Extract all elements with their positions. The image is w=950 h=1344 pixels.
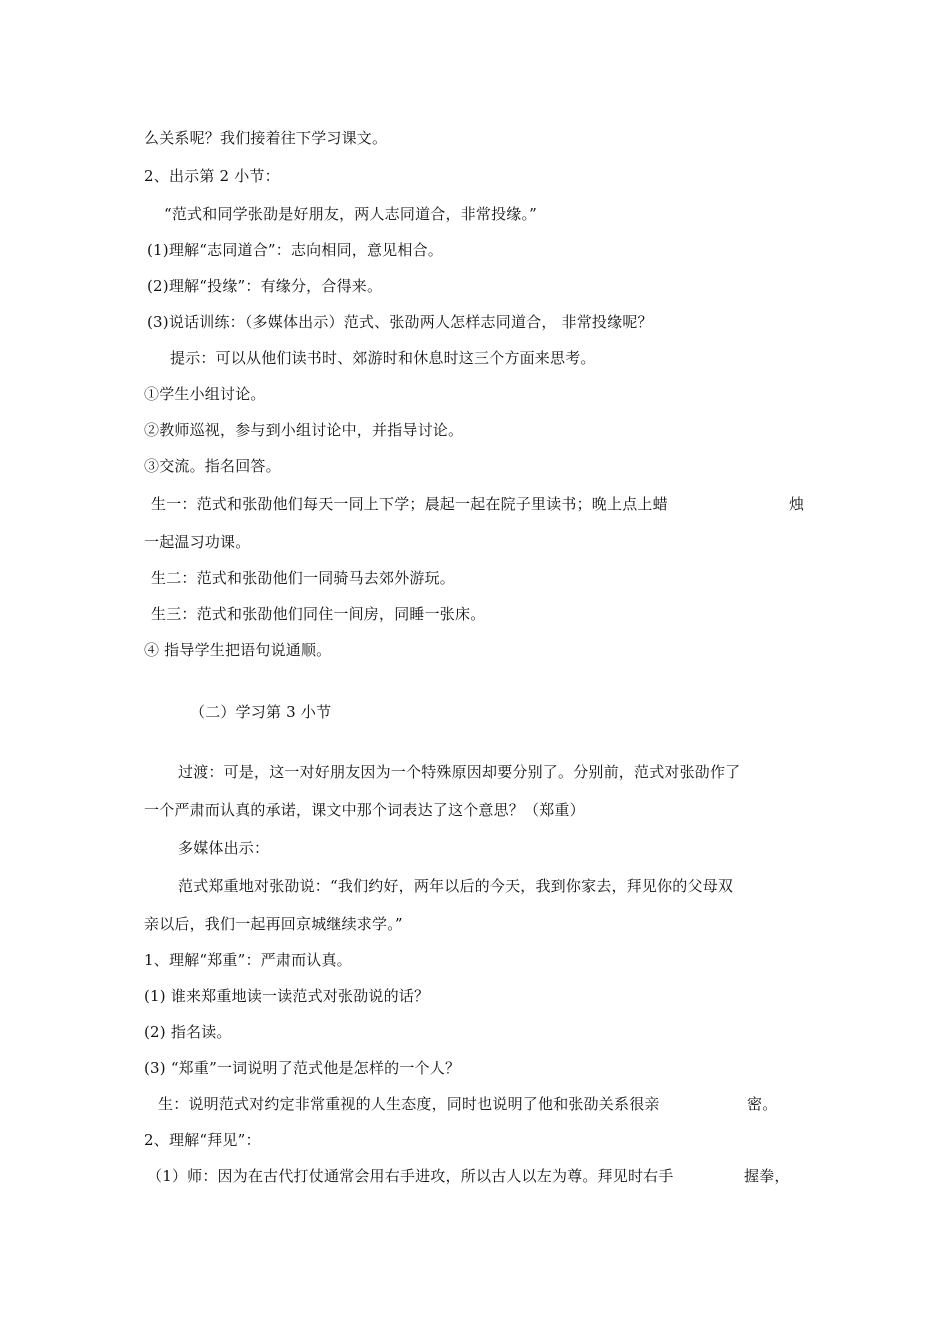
text-line-17: 过渡：可是，这一对好朋友因为一个特殊原因却要分别了。分别前，范式对张劭作了 [178,763,741,781]
text-line-10: ③交流。指名回答。 [144,457,281,475]
text-line-20: 范式郑重地对张劭说：“我们约好，两年以后的今天，我到你家去，拜见你的父母双 [178,877,734,895]
text-line-19: 多媒体出示： [178,839,270,857]
text-line-28-end: 握拳， [744,1167,790,1185]
text-line-5: (2)理解“投缘”：有缘分，合得来。 [147,277,383,295]
text-line-3: “范式和同学张劭是好朋友，两人志同道合，非常投缘。” [164,205,538,223]
text-line-8: ①学生小组讨论。 [144,385,266,403]
text-line-1: 么关系呢？我们接着往下学习课文。 [144,129,388,147]
text-line-28: （1）师：因为在古代打仗通常会用右手进攻，所以古人以左为尊。拜见时右手 [147,1167,674,1185]
text-line-6: (3)说话训练：（多媒体出示）范式、张劭两人怎样志同道合， 非常投缘呢？ [147,313,653,331]
text-line-14: 生三：范式和张劭他们同住一间房，同睡一张床。 [151,605,486,623]
text-line-7: 提示：可以从他们读书时、郊游时和休息时这三个方面来思考。 [170,349,596,367]
text-line-26-end: 密。 [747,1095,778,1113]
text-line-15: ④ 指导学生把语句说通顺。 [144,641,332,659]
text-line-27: 2、理解“拜见”： [144,1131,261,1149]
text-line-11: 生一：范式和张劭他们每天一同上下学；晨起一起在院子里读书；晚上点上蜡 [151,495,668,513]
text-line-23: (1) 谁来郑重地读一读范式对张劭说的话？ [144,987,430,1005]
text-line-22: 1、理解“郑重”：严肃而认真。 [144,951,352,969]
text-line-12: 一起温习功课。 [144,533,251,551]
text-line-2: 2、出示第 2 小节： [144,167,280,185]
text-line-21: 亲以后，我们一起再回京城继续求学。” [144,915,403,933]
section-heading: （二）学习第 3 小节 [190,703,332,721]
text-line-26: 生：说明范式对约定非常重视的人生态度，同时也说明了他和张劭关系很亲 [158,1095,660,1113]
text-line-9: ②教师巡视，参与到小组讨论中，并指导讨论。 [144,421,464,439]
text-line-13: 生二：范式和张劭他们一同骑马去郊外游玩。 [151,569,456,587]
text-line-25: (3) “郑重”一词说明了范式他是怎样的一个人？ [144,1059,461,1077]
text-line-18: 一个严肃而认真的承诺，课文中那个词表达了这个意思？（郑重） [144,801,585,819]
text-line-4: (1)理解“志同道合”：志向相同，意见相合。 [147,241,443,259]
text-line-24: (2) 指名读。 [144,1023,232,1041]
text-line-11-end: 烛 [789,495,805,513]
